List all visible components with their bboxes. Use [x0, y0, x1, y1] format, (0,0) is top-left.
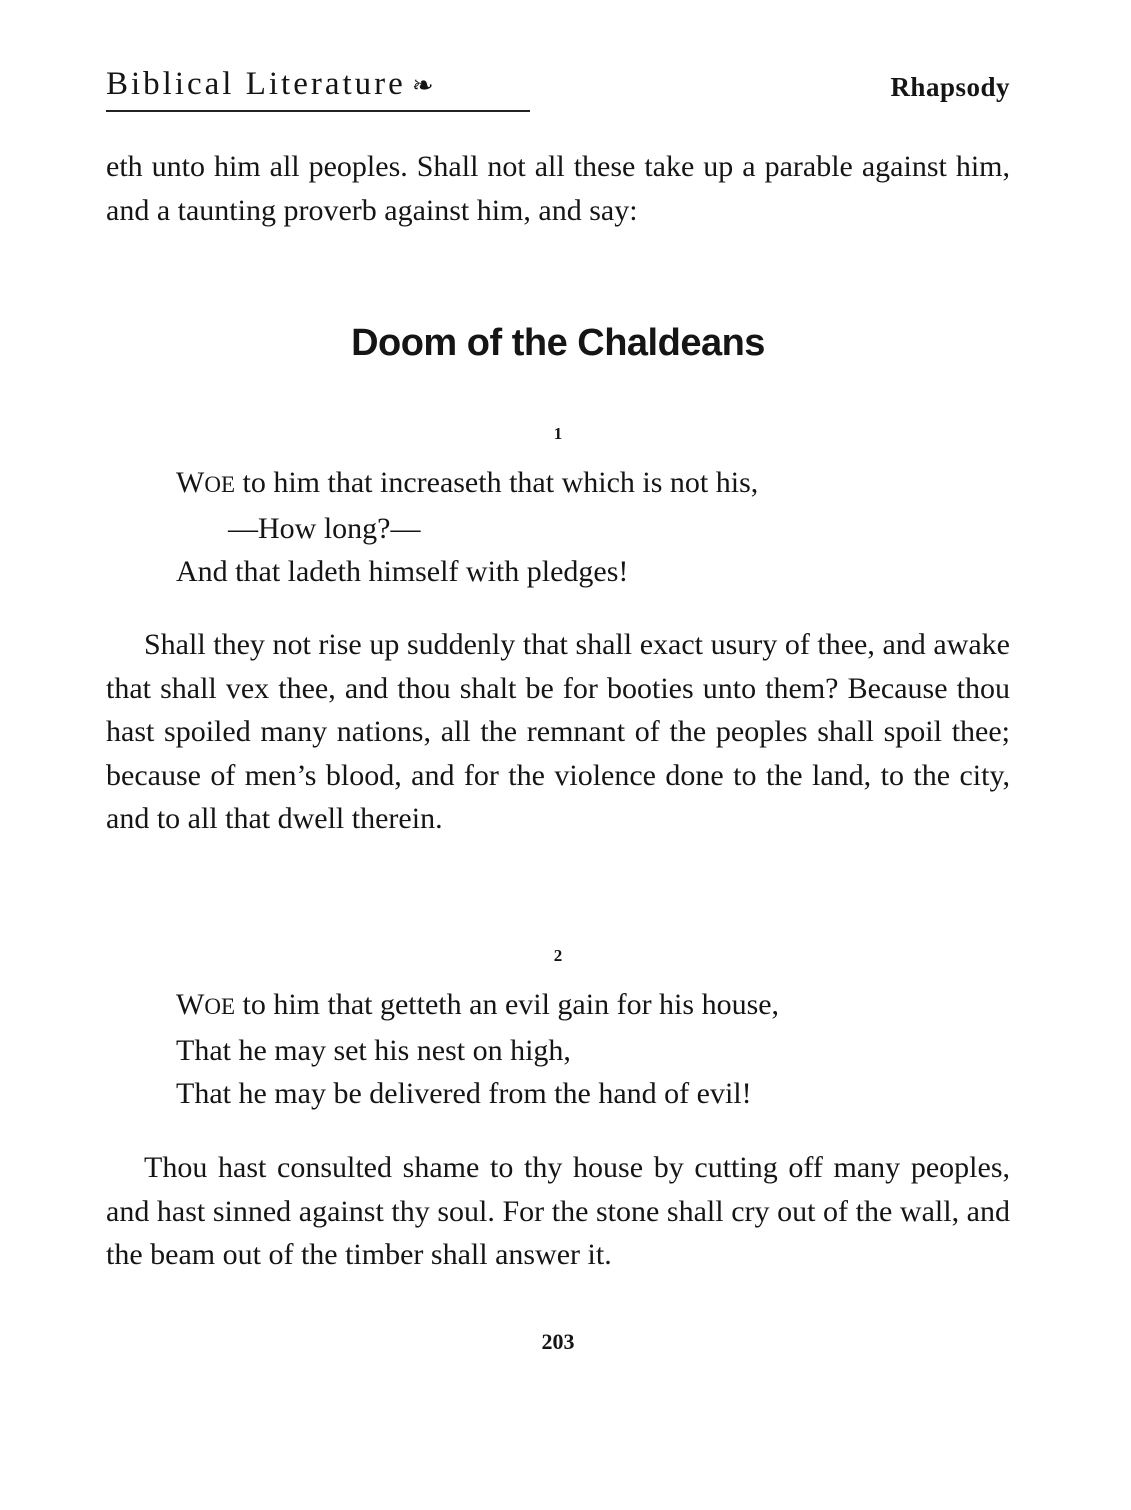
running-head-rule [106, 110, 530, 112]
page-number: 203 [541, 1329, 575, 1354]
verse-line: And that ladeth himself with pledges! [176, 555, 629, 589]
verse-line [176, 983, 1010, 1029]
intro-paragraph: eth unto him all peoples. Shall not all these take up a parable against him, and a taunting proverb against him, and say: [106, 150, 1010, 227]
section-number: 2 [553, 946, 563, 965]
verse-line: That he may set his nest on high, [176, 1033, 571, 1067]
section-number: 1 [553, 424, 563, 443]
body-paragraph: Thou hast consulted shame to thy house by cutting off many peoples, and hast sinned against thy soul. For the stone shall cry out of the wall, and the beam out of the timber shall answer it. [106, 1151, 1010, 1272]
section-title: Rhapsody [890, 72, 1010, 102]
running-head [106, 66, 1010, 116]
verse-text: to him that getteth an evil gain for his house, [235, 988, 780, 1021]
running-head-title [106, 66, 434, 103]
body-paragraph: Shall they not rise up suddenly that shall exact usury of thee, and awake that shall vex thee, and thou shalt be for booties unto them? Because thou hast spoiled many nations, all the remnant of the peoples shall spoil thee; because of men’s blood, and for the violence done to the land, to the city, and to all that dwell therein. [106, 628, 1010, 836]
verse-line: That he may be delivered from the hand of evil! [176, 1077, 752, 1111]
book-title: Biblical Literature [106, 66, 406, 102]
fleuron-icon: ❧ [411, 71, 434, 100]
stanza [176, 983, 1010, 1116]
verse-small-caps: OE [204, 994, 235, 1019]
stanza [176, 461, 1010, 594]
verse-small-caps: OE [204, 472, 235, 497]
verse-initial: W [176, 988, 205, 1021]
verse-line: —How long?— [228, 511, 421, 545]
poem-heading: Doom of the Chaldeans [351, 322, 765, 364]
verse-initial: W [176, 466, 205, 499]
verse-line [176, 461, 1010, 507]
verse-text: to him that increaseth that which is not his, [235, 466, 759, 499]
